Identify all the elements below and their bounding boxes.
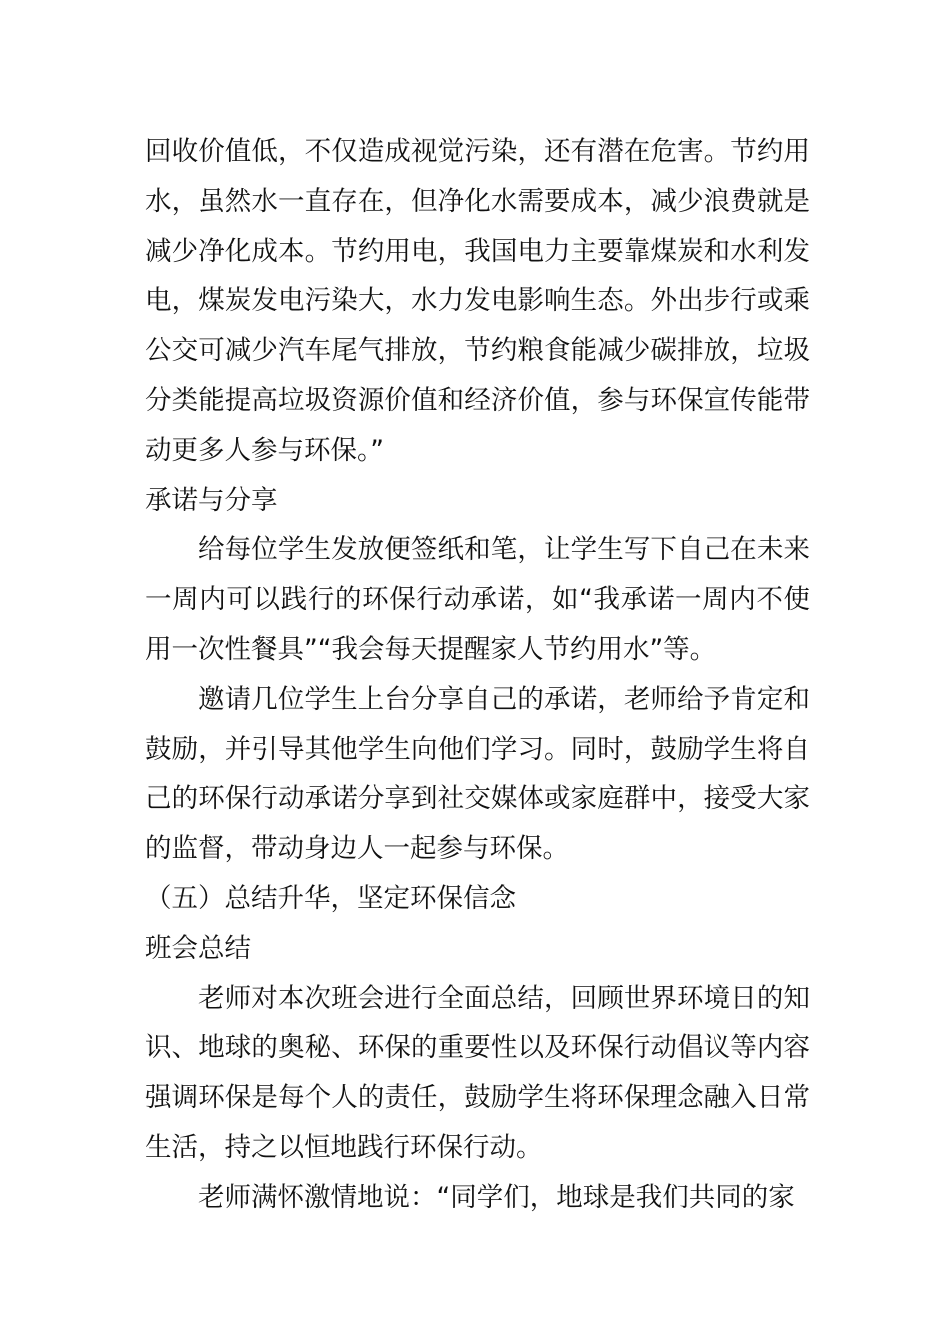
section-heading-summary: （五）总结升华，坚定环保信念 [145,882,516,914]
subheading-class-summary: 班会总结 [145,932,251,964]
paragraph-teacher-speech: 老师满怀激情地说：“同学们，地球是我们共同的家 [198,1181,795,1213]
document-body [145,127,810,1223]
paragraph-continued: 回收价值低，不仅造成视觉污染，还有潜在危害。节约用水，虽然水一直存在，但净化水需要成本，减少浪费就是减少净化成本。节约用电，我国电力主要靠煤炭和水利发电，煤炭发电污染大，水力发电影响生态。外出步行或乘公交可减少汽车尾气排放，节约粮食能减少碳排放，垃圾分类能提高垃圾资源价值和经济价值，参与环保宣传能带动更多人参与环保。” [145,136,810,466]
paragraph-teacher-summary: 老师对本次班会进行全面总结，回顾世界环境日的知识、地球的奥秘、环保的重要性以及环保行动倡议等内容强调环保是每个人的责任，鼓励学生将环保理念融入日常生活，持之以恒地践行环保行动。 [145,982,810,1163]
paragraph-commitment-notes: 给每位学生发放便签纸和笔，让学生写下自己在未来一周内可以践行的环保行动承诺，如“我承诺一周内不使用一次性餐具”“我会每天提醒家人节约用水”等。 [145,534,810,665]
paragraph-sharing: 邀请几位学生上台分享自己的承诺，老师给予肯定和鼓励，并引导其他学生向他们学习。同时，鼓励学生将自己的环保行动承诺分享到社交媒体或家庭群中，接受大家的监督，带动身边人一起参与环保。 [145,683,810,865]
subheading-commitment-sharing: 承诺与分享 [145,484,278,516]
